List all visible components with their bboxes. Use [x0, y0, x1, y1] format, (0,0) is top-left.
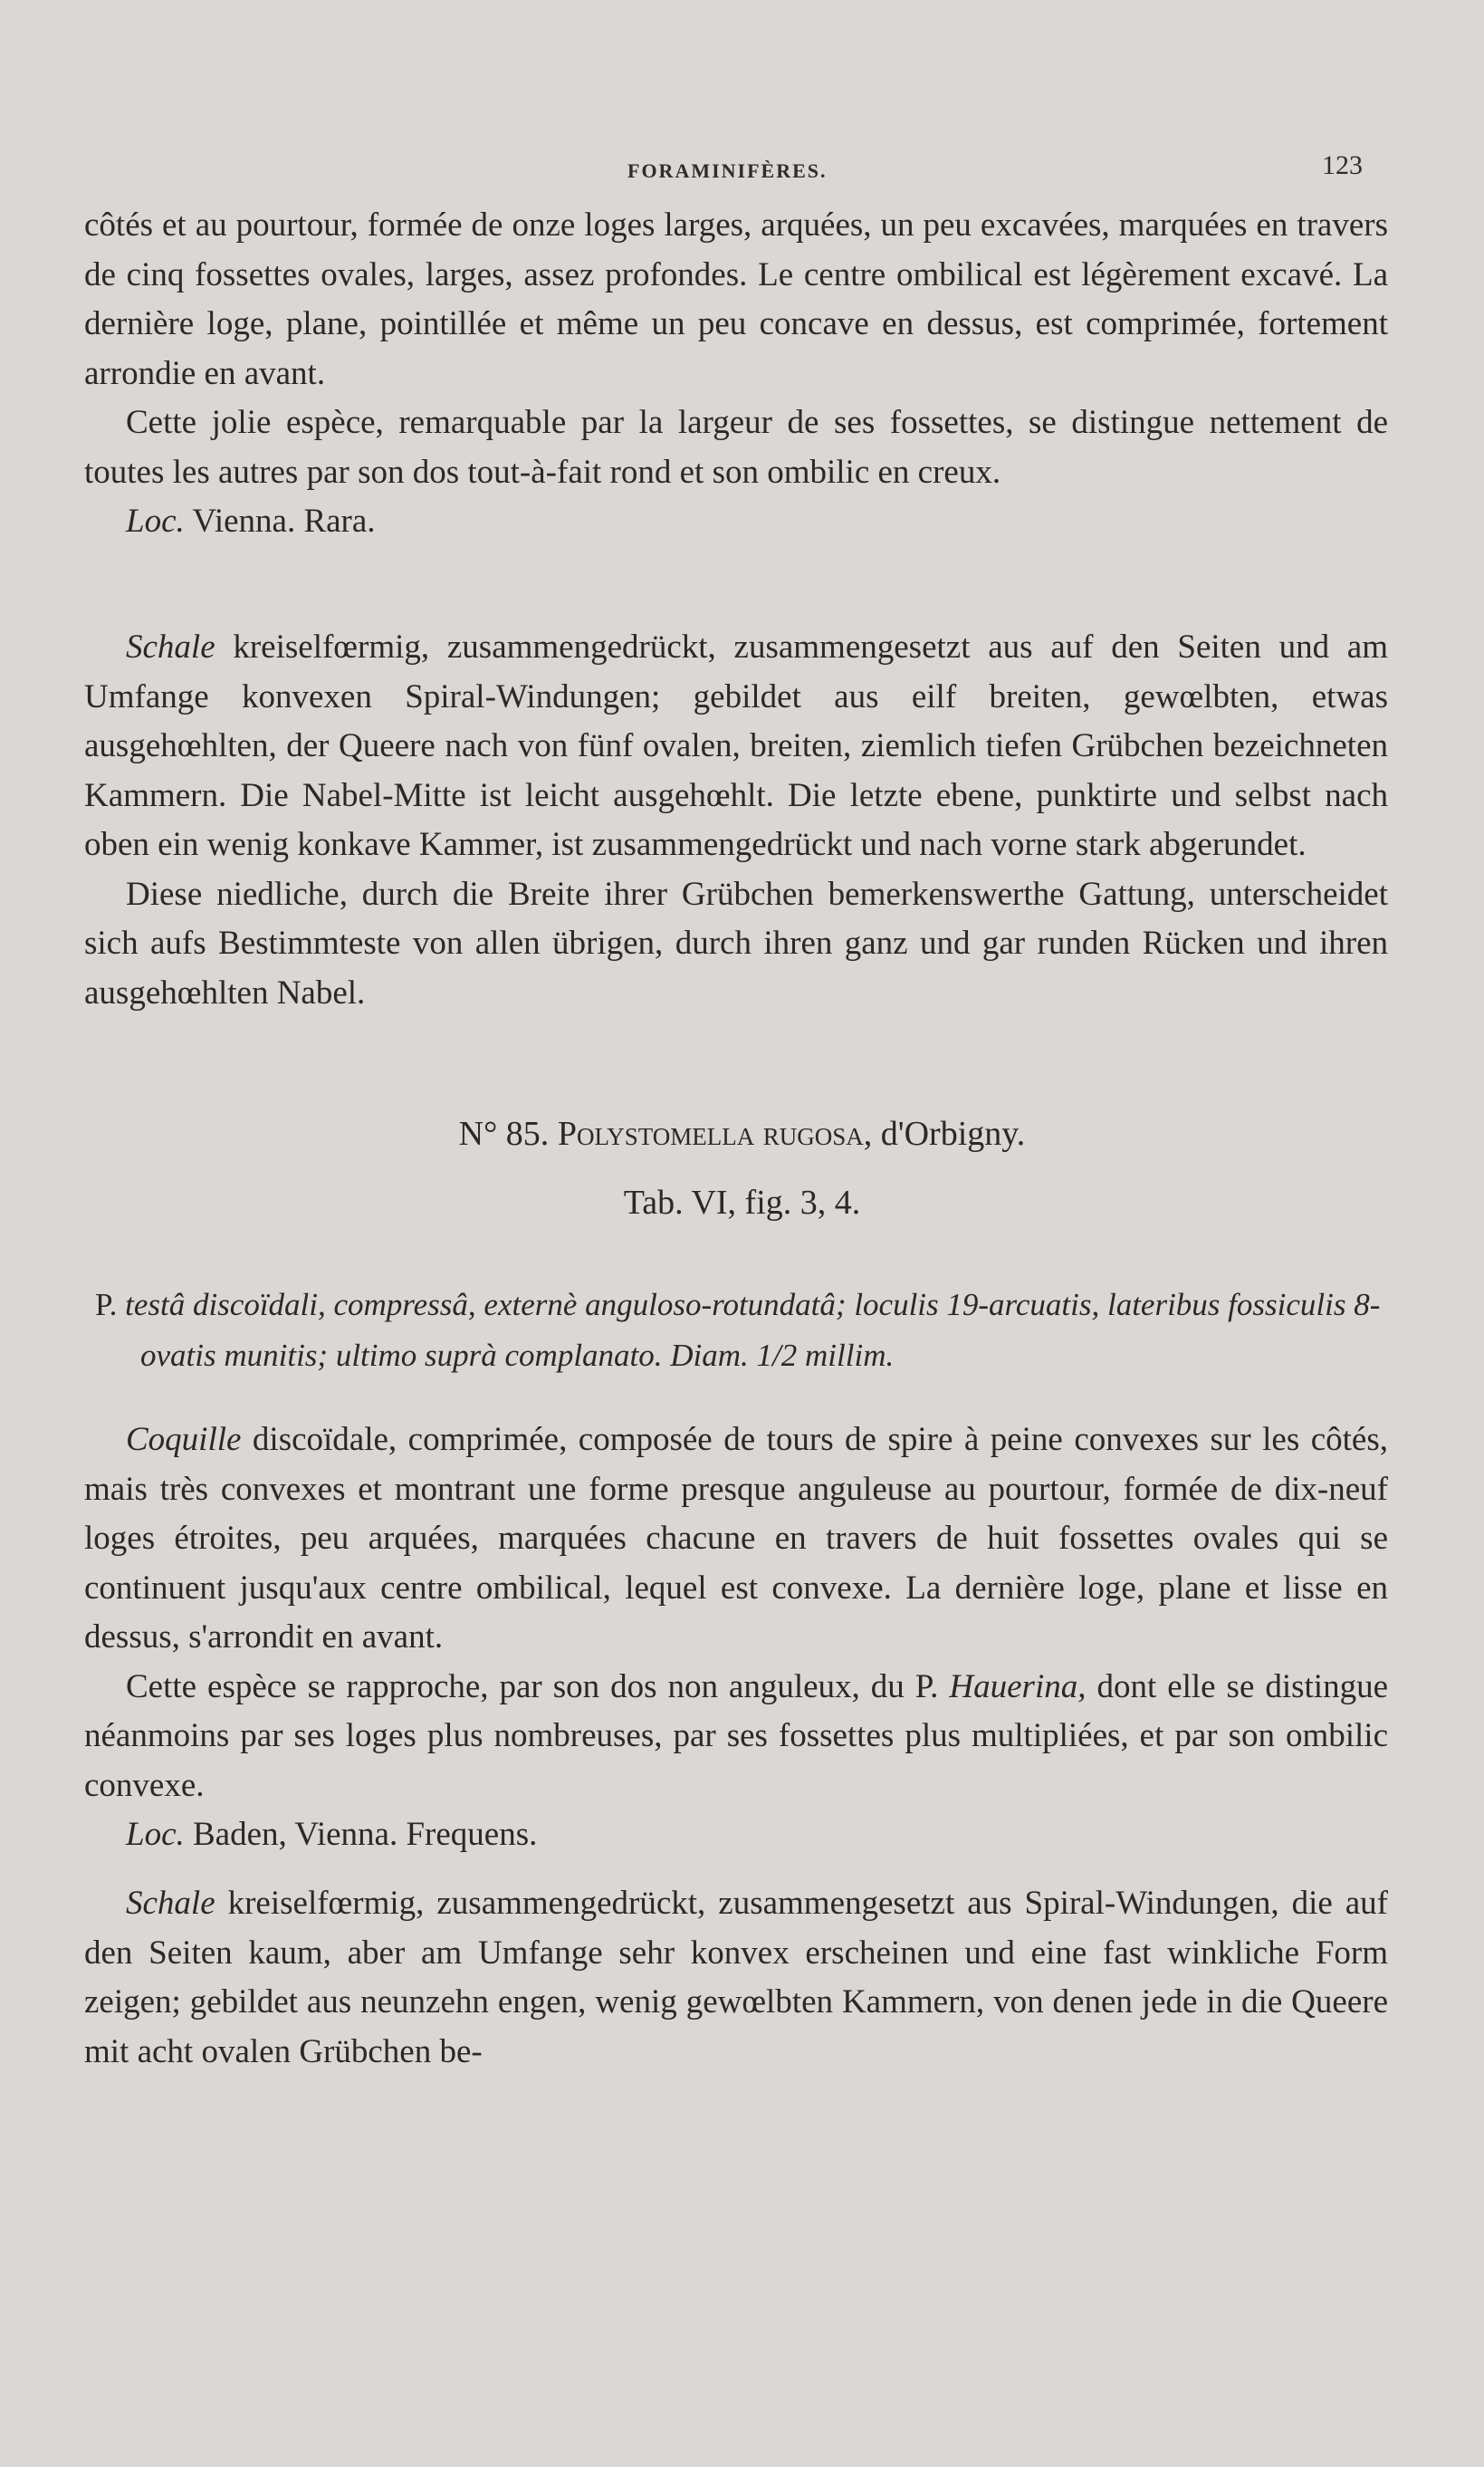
plate-reference: Tab. VI, fig. 3, 4.	[623, 1184, 861, 1222]
paragraph-text: kreiselfœrmig, zusammengedrückt, zusammengesetzt aus Spiral-Windungen, die auf den Seiten kaum, aber am Umfange sehr konvex erscheinen und eine fast winkliche Form zeigen; gebildet aus neunzehn engen, wenig gewœlbten Kammern, von denen jede in die Queere mit acht ovalen Grübchen be-	[84, 1885, 1388, 2070]
paragraph: Diese niedliche, durch die Breite ihrer Grübchen bemerkenswerthe Gattung, unterscheidet sich aufs Bestimmteste von allen übrigen, durch ihren ganz und gar runden Rücken und ihren ausgehœhlten Nabel.	[84, 875, 1388, 1012]
paragraph	[84, 623, 1388, 870]
locality-line	[126, 1810, 1388, 1860]
locality-line	[126, 497, 1388, 547]
locality-text: Baden, Vienna. Frequens.	[184, 1816, 538, 1853]
genus-abbrev: P.	[95, 1287, 118, 1322]
latin-diagnosis	[95, 1280, 1390, 1381]
term-label: Coquille	[126, 1421, 242, 1458]
species-reference: Hauerina,	[949, 1667, 1087, 1705]
species-heading	[0, 1114, 1484, 1154]
paragraph: côtés et au pourtour, formée de onze loges larges, arquées, un peu excavées, marquées en travers de cinq fossettes ovales, larges, assez profondes. Le centre ombilical est légèrement excavé. La dernière loge, plane, pointillée et même un peu concave en dessus, est comprimée, fortement arrondie en avant.	[84, 206, 1388, 392]
paragraph	[84, 1416, 1388, 1663]
species-name: Polystomella rugosa	[557, 1115, 864, 1153]
paragraph: Cette jolie espèce, remarquable par la largeur de ses fossettes, se distingue nettement de toutes les autres par son dos tout-à-fait rond et son ombilic en creux.	[84, 404, 1388, 491]
term-label: Schale	[126, 629, 215, 666]
paragraph-text: kreiselfœrmig, zusammengedrückt, zusammengesetzt aus auf den Seiten und am Umfange konvexen Spiral-Windungen; gebildet aus eilf breiten, gewœlbten, etwas ausgehœhlten, der Queere nach von fünf ovalen, breiten, ziemlich tiefen Grübchen bezeichneten Kammern. Die Nabel-Mitte ist leicht ausgehœhlt. Die letzte ebene, punktirte und selbst nach oben ein wenig konkave Kammer, ist zusammengedrückt und nach vorne stark abgerundet.	[84, 629, 1388, 863]
french-description-continued	[84, 201, 1388, 547]
paragraph-text: dont elle se distingue néanmoins par ses loges plus nombreuses, par ses fossettes plus multipliées, et par son ombilic convexe.	[84, 1667, 1389, 1804]
page-number: 123	[1322, 150, 1363, 180]
term-label: Schale	[126, 1885, 215, 1922]
french-description	[84, 1416, 1388, 1860]
paragraph-text: discoïdale, comprimée, composée de tours de spire à peine convexes sur les côtés, mais très convexes et montrant une forme presque anguleuse au pourtour, formée de dix-neuf loges étroites, peu arquées, marquées chacune en travers de huit fossettes ovales qui se continuent jusqu'aux centre ombilical, lequel est convexe. La dernière loge, plane et lisse en dessus, s'arrondit en avant.	[84, 1421, 1388, 1656]
species-author: , d'Orbigny.	[863, 1115, 1026, 1153]
diagnosis-body: testâ discoïdali, compressâ, externè anguloso-rotundatâ; loculis 19-arcuatis, lateribus fossiculis 8-ovatis munitis; ultimo suprà complanato. Diam. 1/2 millim.	[117, 1287, 1381, 1373]
running-title: FORAMINIFÈRES.	[627, 159, 828, 182]
paragraph-text: Cette espèce se rapproche, par son dos non anguleux, du P.	[126, 1667, 950, 1705]
locality-label: Loc.	[126, 1816, 185, 1853]
german-description	[84, 1879, 1388, 2077]
german-description	[84, 623, 1388, 1018]
species-number: N° 85.	[458, 1115, 550, 1153]
diagnosis-text	[95, 1280, 1390, 1381]
paragraph	[84, 1663, 1388, 1811]
locality-label: Loc.	[126, 503, 185, 540]
paragraph	[84, 1879, 1388, 2077]
locality-text: Vienna. Rara.	[184, 503, 376, 540]
